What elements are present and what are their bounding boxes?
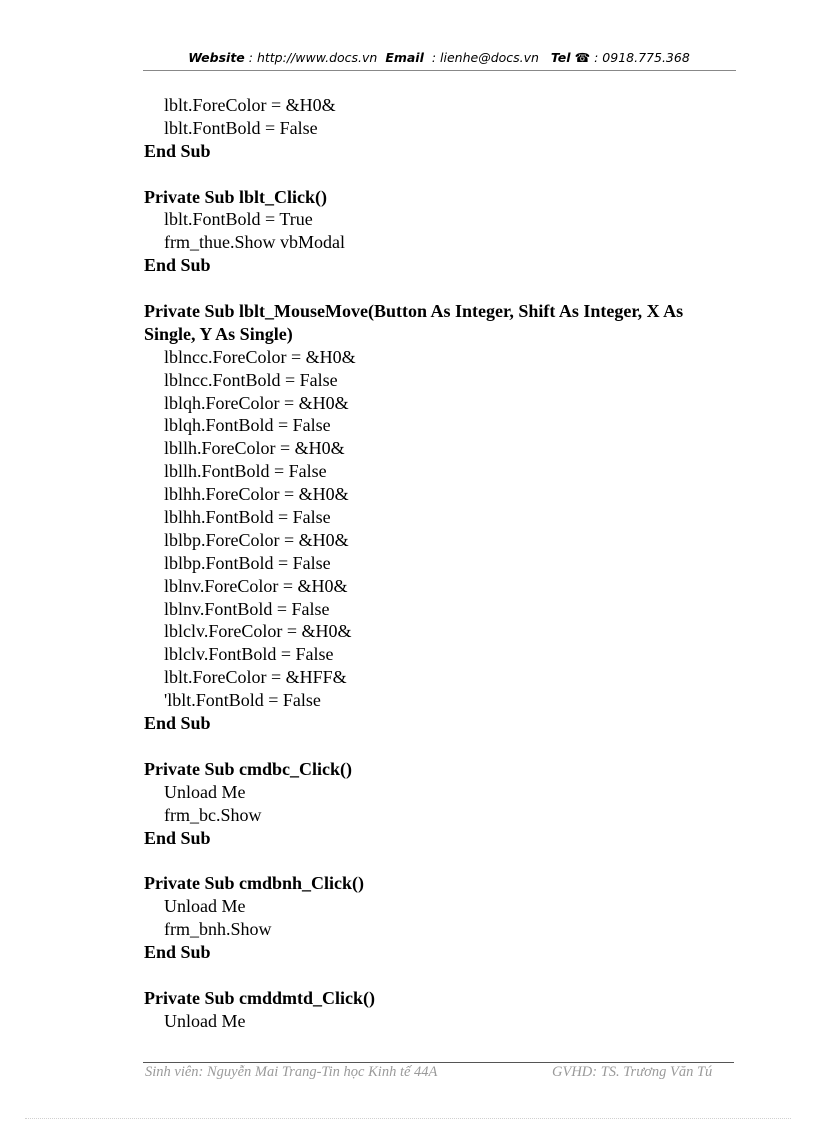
email-label: Email — [385, 50, 424, 65]
sub-signature: Private Sub cmddmtd_Click() — [144, 987, 375, 1008]
code-line: lblbp.ForeColor = &H0& — [164, 529, 349, 550]
code-line: Unload Me — [164, 781, 246, 802]
code-line: lblt.ForeColor = &HFF& — [164, 667, 347, 688]
website-value: : http://www.docs.vn — [248, 50, 378, 65]
footer-advisor: GVHD: TS. Trương Văn Tú — [552, 1064, 713, 1080]
end-sub: End Sub — [144, 827, 211, 848]
footer-student: Sinh viên: Nguyễn Mai Trang-Tin học Kinh tế 44A — [145, 1064, 438, 1080]
code-line: frm_bnh.Show — [164, 919, 272, 940]
page-bottom-border — [25, 1118, 791, 1119]
end-sub: End Sub — [144, 941, 211, 962]
code-line: frm_bc.Show — [164, 804, 262, 825]
code-line: lbllh.ForeColor = &H0& — [164, 438, 345, 459]
end-sub: End Sub — [144, 140, 211, 161]
sub-signature-continued: Single, Y As Single) — [144, 323, 293, 344]
code-line: lblncc.ForeColor = &H0& — [164, 346, 356, 367]
phone-icon: ☎ — [574, 50, 591, 65]
code-line: lblt.FontBold = True — [164, 209, 313, 230]
blank-line — [144, 964, 744, 987]
sub-signature: Private Sub cmdbc_Click() — [144, 758, 352, 779]
code-line: lblqh.ForeColor = &H0& — [164, 392, 349, 413]
email-value: : lienhe@docs.vn — [431, 50, 539, 65]
code-line: lblhh.FontBold = False — [164, 507, 331, 528]
footer-divider — [143, 1062, 734, 1063]
code-line: lblqh.FontBold = False — [164, 415, 331, 436]
code-line: Unload Me — [164, 896, 246, 917]
code-line: lblhh.ForeColor = &H0& — [164, 484, 349, 505]
code-line: lblnv.FontBold = False — [164, 598, 330, 619]
sub-signature: Private Sub lblt_MouseMove(Button As Integer, Shift As Integer, X As — [144, 301, 684, 322]
code-line: lblbp.FontBold = False — [164, 552, 331, 573]
tel-value: : 0918.775.368 — [594, 50, 690, 65]
code-line: lblt.FontBold = False — [164, 117, 318, 138]
blank-line — [144, 163, 744, 186]
sub-signature: Private Sub cmdbnh_Click() — [144, 873, 365, 894]
code-line: lblclv.FontBold = False — [164, 644, 334, 665]
end-sub: End Sub — [144, 713, 211, 734]
code-line: Unload Me — [164, 1010, 246, 1031]
blank-line — [144, 849, 744, 872]
tel-label: Tel — [550, 50, 571, 65]
header-divider — [143, 70, 736, 71]
website-label: Website — [188, 50, 245, 65]
code-line: lblncc.FontBold = False — [164, 369, 338, 390]
blank-line — [144, 277, 744, 300]
code-line: frm_thue.Show vbModal — [164, 232, 345, 253]
code-line: lblnv.ForeColor = &H0& — [164, 575, 348, 596]
blank-line — [144, 735, 744, 758]
code-line: 'lblt.FontBold = False — [164, 690, 321, 711]
code-line: lblclv.ForeColor = &H0& — [164, 621, 352, 642]
sub-signature: Private Sub lblt_Click() — [144, 186, 327, 207]
code-listing — [144, 94, 744, 1033]
end-sub: End Sub — [144, 255, 211, 276]
code-line: lbllh.FontBold = False — [164, 461, 327, 482]
code-line: lblt.ForeColor = &H0& — [164, 95, 336, 115]
page-header — [143, 50, 735, 65]
